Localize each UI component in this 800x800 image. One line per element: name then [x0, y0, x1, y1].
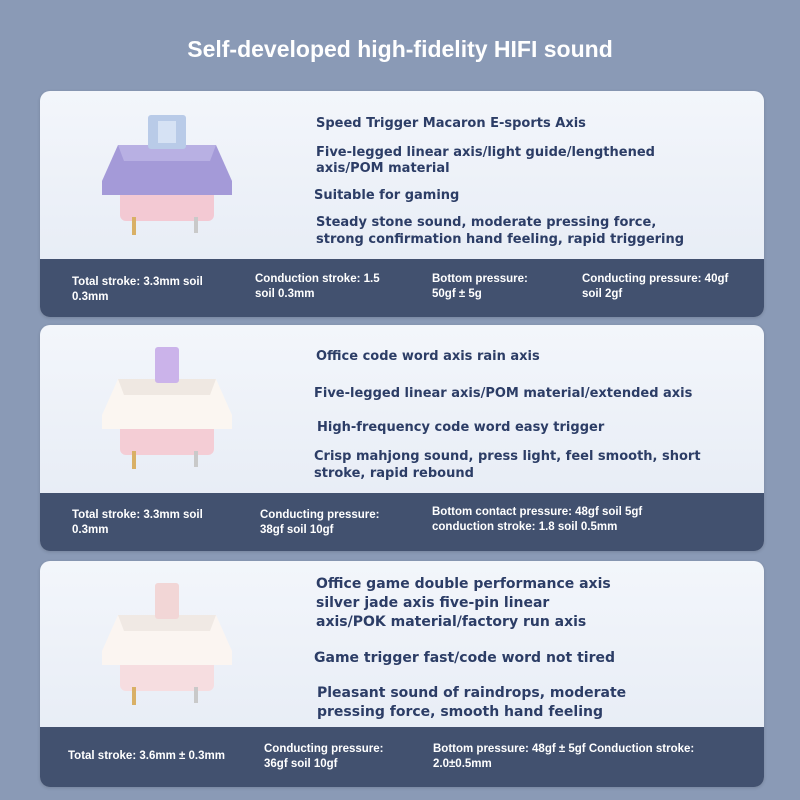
- switch-card-2: [40, 325, 764, 551]
- spec-bar-2: [40, 493, 764, 551]
- switch-desc-1-4: Steady stone sound, moderate pressing force,: [316, 215, 657, 230]
- spec-bottom-contact-2: Bottom contact pressure: 48gf soil 5gf conduction stroke: 1.8 soil 0.5mm: [432, 506, 643, 533]
- spec-conduction-stroke-1: Conduction stroke: 1.5 soil 0.3mm: [255, 273, 380, 300]
- spec-bar-3: [40, 727, 764, 787]
- switch-desc-1-3: Suitable for gaming: [314, 188, 460, 203]
- switch-desc-2-1: Five-legged linear axis/POM material/extended axis: [314, 386, 693, 401]
- switch-name-3: Office game double performance axis: [316, 576, 611, 592]
- spec-conducting-pressure-1: Conducting pressure: 40gf soil 2gf: [582, 273, 729, 300]
- switch-desc-3-4: Pleasant sound of raindrops, moderate: [317, 685, 627, 701]
- switch-desc-2-3: Crisp mahjong sound, press light, feel smooth, short: [314, 449, 701, 464]
- spec-total-stroke-2: Total stroke: 3.3mm soil 0.3mm: [72, 509, 203, 536]
- spec-bottom-pressure-1: Bottom pressure: 50gf ± 5g: [432, 273, 528, 300]
- switch-desc-2-4: stroke, rapid rebound: [314, 466, 474, 481]
- switch-desc-3-3: Game trigger fast/code word not tired: [314, 650, 616, 666]
- switch-name-1: Speed Trigger Macaron E-sports Axis: [316, 116, 586, 131]
- switch-image-2: [92, 343, 242, 479]
- switch-desc-3-2: axis/POK material/factory run axis: [316, 614, 587, 630]
- switch-desc-2-2: High-frequency code word easy trigger: [317, 420, 605, 435]
- switch-desc-3-1: silver jade axis five-pin linear: [316, 595, 550, 611]
- switch-image-1: [92, 109, 242, 245]
- switch-desc-1-5: strong confirmation hand feeling, rapid triggering: [316, 232, 685, 247]
- spec-bar-1: [40, 259, 764, 317]
- spec-total-stroke-1: Total stroke: 3.3mm soil 0.3mm: [72, 276, 203, 303]
- switch-card-1: [40, 91, 764, 317]
- switch-name-2: Office code word axis rain axis: [316, 349, 540, 364]
- switch-image-3: [92, 579, 242, 715]
- spec-total-stroke-3: Total stroke: 3.6mm ± 0.3mm: [68, 750, 225, 762]
- spec-conducting-pressure-2: Conducting pressure: 38gf soil 10gf: [260, 509, 380, 536]
- spec-conducting-pressure-3: Conducting pressure: 36gf soil 10gf: [264, 743, 384, 770]
- spec-bottom-pressure-3: Bottom pressure: 48gf ± 5gf Conduction stroke: 2.0±0.5mm: [433, 743, 695, 770]
- switch-desc-3-5: pressing force, smooth hand feeling: [317, 704, 603, 720]
- page-title: Self-developed high-fidelity HIFI sound: [187, 36, 613, 62]
- switch-card-3: [40, 561, 764, 787]
- switch-desc-1-2: axis/POM material: [316, 161, 450, 176]
- switch-desc-1-1: Five-legged linear axis/light guide/lengthened: [316, 145, 655, 160]
